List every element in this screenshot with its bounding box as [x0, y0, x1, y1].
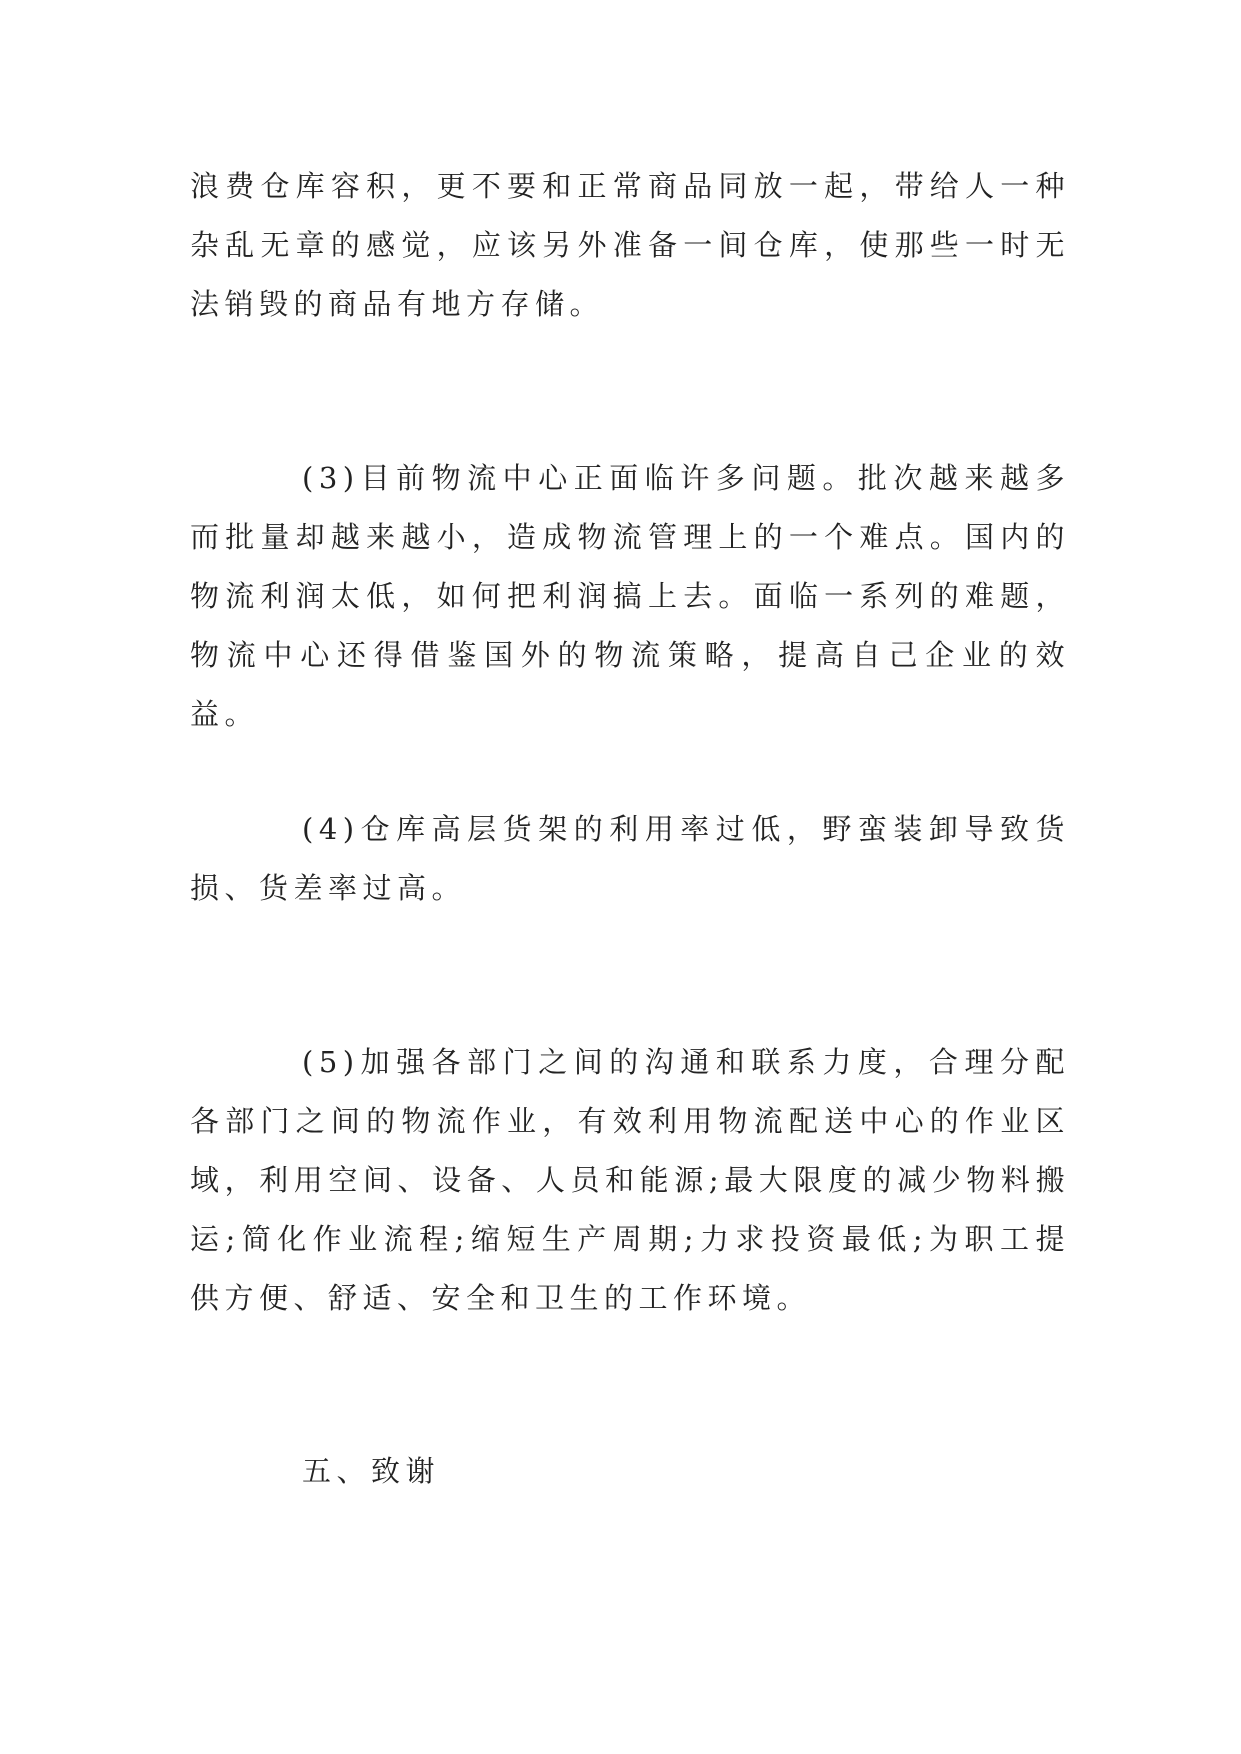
paragraph-item-4: (4)仓库高层货架的利用率过低，野蛮装卸导致货损、货差率过高。 [190, 812, 1070, 905]
section-heading: 五、致谢 [302, 1454, 441, 1488]
paragraph-item-3: (3)目前物流中心正面临许多问题。批次越来越多而批量却越来越小，造成物流管理上的一个难点。国内的物流利润太低，如何把利润搞上去。面临一系列的难题，物流中心还得借鉴国外的物流策略，提高自己企业的效益。 [190, 461, 1070, 731]
paragraph-continuation: 浪费仓库容积，更不要和正常商品同放一起，带给人一种杂乱无章的感觉，应该另外准备一间仓库，使那些一时无法销毁的商品有地方存储。 [190, 169, 1070, 321]
paragraph-item-5: (5)加强各部门之间的沟通和联系力度，合理分配各部门之间的物流作业，有效利用物流配送中心的作业区域，利用空间、设备、人员和能源;最大限度的减少物料搬运;简化作业流程;缩短生产周期;力求投资最低;为职工提供方便、舒适、安全和卫生的工作环境。 [190, 1045, 1070, 1315]
